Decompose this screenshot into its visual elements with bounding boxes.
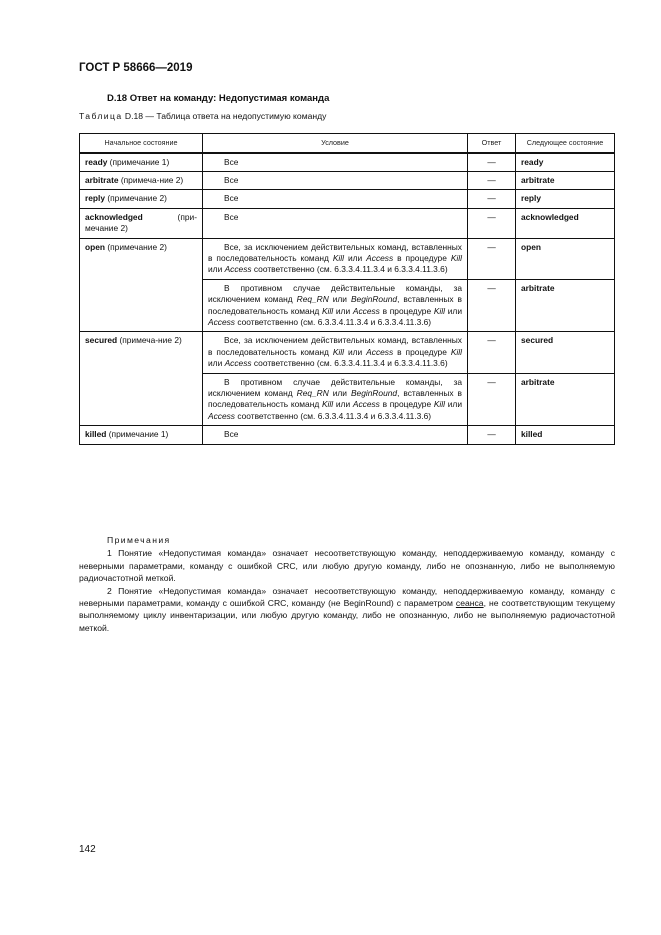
table-row-acknowledged [80,208,615,238]
table-caption-word: Таблица [79,111,123,121]
text-run: , вставленных в последовательность команд [208,388,462,410]
col-header-state: Начальное состояние [80,134,203,153]
condition-text [208,335,462,369]
state-note: (примечание 1) [107,156,170,167]
text-run-italic: Req_RN [296,388,329,398]
state-note: (примеча-ние 2) [118,174,184,185]
text-run-italic: Access [224,358,252,369]
text-run: В противном случае действительные команды, за исключением команд [208,282,462,305]
answer-cell: — [468,208,516,238]
answer-cell: — [468,153,516,172]
text-run-italic: Req_RN [296,294,329,305]
next-state-cell: acknowledged [516,208,615,238]
text-run: в процедуре [393,252,451,263]
response-table [79,133,615,445]
state-name: secured [85,335,118,346]
text-run: или [344,252,367,263]
condition-cell: Все [203,190,468,208]
text-run: в процедуре [379,399,434,410]
text-run: соответственно (см. 6.3.3.4.11.3.4 и 6.3.3.4.11.3.6) [251,264,448,275]
notes-block [79,534,615,634]
text-run: , вставленных в последовательность команд [208,294,462,316]
text-run-italic: Access [352,399,380,410]
condition-cell [203,279,468,332]
next-state-cell: arbitrate [516,279,615,332]
table-header-row [80,134,615,153]
text-run: или [445,399,462,410]
text-run: или [344,346,367,357]
state-cell [80,171,203,189]
table-row-reply [80,190,615,208]
document-code: ГОСТ Р 58666—2019 [79,62,193,74]
text-run-italic: Kill [332,252,344,263]
text-run-italic: Kill [450,252,462,263]
text-run: в процедуре [379,305,434,316]
text-run-italic: BeginRound [350,388,398,398]
text-run: в процедуре [393,346,451,357]
text-run: или [333,305,353,316]
condition-text [208,242,462,276]
table-row-open-1 [80,238,615,279]
text-run-italic: Kill [450,346,462,357]
section-title: D.18 Ответ на команду: Недопустимая команда [107,93,330,104]
text-run-italic: Kill [321,399,334,410]
table-row-ready [80,153,615,172]
state-cell [80,426,203,444]
state-name: arbitrate [85,174,119,185]
text-run-italic: Kill [433,399,446,410]
table-caption [79,111,326,121]
text-run: или [445,305,462,316]
text-run-italic: Kill [433,305,446,316]
note-2-underlined-term: сеанса [455,598,484,609]
col-header-next: Следующее состояние [516,134,615,153]
state-name: reply [85,193,106,204]
text-run: или [328,388,351,398]
table-caption-text: D.18 — Таблица ответа на недопустимую команду [122,111,327,121]
note-2-text-b: , не соответствующим текущему выполняемому циклу инвентаризации, или любую другую команду, либо не опознанную, либо не выполняемую радиочастотной меткой. [79,598,615,633]
notes-heading: Примечания [107,535,171,545]
text-run-italic: Access [224,264,252,275]
state-note: (примечание 2) [105,241,167,252]
state-note: (примеча-ние 2) [117,335,182,346]
condition-cell: Все [203,208,468,238]
text-run-italic: Access [208,316,235,327]
text-run-italic: BeginRound [350,294,398,305]
col-header-answer: Ответ [468,134,516,153]
state-note: (примечание 1) [106,429,169,440]
text-run: соответственно (см. 6.3.3.4.11.3.4 и 6.3.3.4.11.3.6) [235,410,432,421]
condition-cell [203,332,468,373]
state-note: (при-мечание 2) [85,211,197,234]
condition-cell [203,238,468,279]
state-name: acknowledged [85,211,143,222]
text-run: соответственно (см. 6.3.3.4.11.3.4 и 6.3.3.4.11.3.6) [251,358,448,369]
next-state-cell: reply [516,190,615,208]
text-run-italic: Access [366,346,394,357]
answer-cell: — [468,171,516,189]
note-2 [79,585,615,635]
next-state-cell: killed [516,426,615,444]
condition-cell [203,373,468,426]
next-state-cell: ready [516,153,615,172]
condition-text [208,377,462,423]
answer-cell: — [468,373,516,426]
note-2-text-a: 2 Понятие «Недопустимая команда» означает несоответствующую команду, неподдерживаемую команду, команду с неверными параметрами, команду с ошибкой CRC, команду (не BeginRound) с параметром [79,585,615,609]
text-run-italic: Access [208,410,235,421]
table-row-arbitrate [80,171,615,189]
page-number: 142 [79,844,96,855]
text-run-italic: Access [352,305,380,316]
text-run: или [333,399,353,410]
state-note: (примечание 2) [105,193,167,204]
answer-cell: — [468,238,516,279]
answer-cell: — [468,279,516,332]
text-run: В противном случае действительные команды, за исключением команд [208,376,462,398]
next-state-cell: secured [516,332,615,373]
answer-cell: — [468,190,516,208]
col-header-condition: Условие [203,134,468,153]
text-run: Все, за исключением действительных команд, вставленных в последовательность команд [208,241,462,263]
next-state-cell: open [516,238,615,279]
state-name: ready [85,156,108,167]
table-row-killed [80,426,615,444]
next-state-cell: arbitrate [516,373,615,426]
state-cell [80,332,203,426]
condition-cell: Все [203,426,468,444]
state-cell [80,153,203,172]
table-row-secured-1 [80,332,615,373]
text-run-italic: Access [366,252,394,263]
text-run: или [208,264,225,275]
next-state-cell: arbitrate [516,171,615,189]
text-run-italic: Kill [332,346,344,357]
state-name: killed [85,429,107,440]
note-1: 1 Понятие «Недопустимая команда» означает несоответствующую команду, неподдерживаемую команду, команду с неверными параметрами, команду с ошибкой CRC, или любую другую команду, либо не опознанную, либо не выполняемую радиочастотной меткой. [79,548,615,584]
condition-text [208,283,462,329]
condition-cell: Все [203,153,468,172]
text-run: Все, за исключением действительных команд, вставленных в последовательность команд [208,335,462,357]
text-run-italic: Kill [321,305,334,316]
state-cell [80,208,203,238]
text-run: соответственно (см. 6.3.3.4.11.3.4 и 6.3.3.4.11.3.6) [235,316,432,327]
condition-cell: Все [203,171,468,189]
text-run: или [208,358,225,369]
state-cell [80,238,203,332]
answer-cell: — [468,332,516,373]
answer-cell: — [468,426,516,444]
state-name: open [85,241,106,252]
text-run: или [328,294,351,305]
state-cell [80,190,203,208]
